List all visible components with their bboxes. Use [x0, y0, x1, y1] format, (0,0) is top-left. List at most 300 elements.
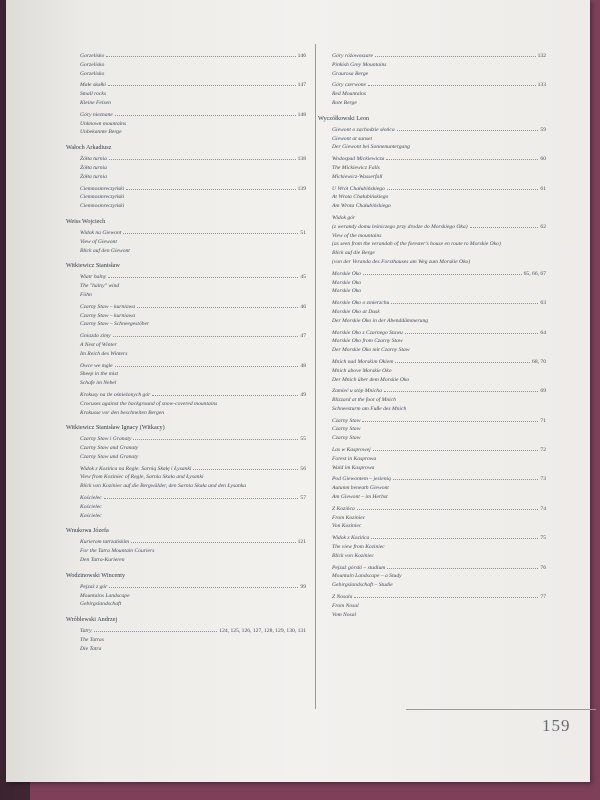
artwork-title: Morskie Oko from Czarny Staw: [332, 338, 403, 345]
artwork-entry: [332, 155, 548, 181]
artwork-title-line: [332, 405, 546, 414]
artwork-title: For the Tatra Mountain Couriers: [80, 548, 155, 555]
artwork-title-line: [332, 99, 546, 108]
artwork-title: Gorzelisko: [80, 53, 105, 59]
artwork-title: Morskie Oko: [332, 288, 362, 295]
artist-name: Witkiewicz Stanisław: [66, 262, 120, 270]
page-reference: 147: [297, 82, 306, 89]
artwork-title: Vom Nosal: [332, 611, 357, 618]
artwork-title: Żółta turnia: [80, 156, 107, 163]
page-reference: 71: [540, 417, 546, 424]
artwork-title-line: [332, 317, 546, 326]
page-reference: 132: [537, 53, 546, 59]
artwork-title: Kościelec: [80, 503, 102, 510]
artwork-title: Wald im Kasprowa: [332, 464, 375, 471]
artwork-title: View of Giewont: [80, 238, 117, 245]
artwork-title-line: [80, 229, 306, 238]
dot-leader: [357, 509, 539, 510]
artist-name: Witkiewicz Stanisław Ignacy (Witkacy): [66, 424, 165, 432]
artwork-entry: [332, 329, 548, 355]
artwork-title: Las w Kasprowej: [332, 447, 371, 454]
artwork-title-line: [80, 556, 306, 565]
artwork-title-line: [80, 273, 306, 282]
artwork-title-line: [80, 503, 306, 512]
artwork-entry: [332, 358, 548, 384]
artwork-title-line: [80, 332, 306, 341]
artwork-title: Blick auf die Berge: [332, 250, 375, 257]
artwork-title-line: [80, 391, 306, 400]
artwork-entry: [332, 126, 548, 152]
page-reference: 138: [297, 156, 306, 163]
page-reference: 55: [300, 436, 306, 443]
artwork-title-line: [332, 367, 546, 376]
artwork-title-line: [332, 164, 546, 173]
artwork-title: From Koziniec: [332, 514, 366, 521]
artwork-title-line: [80, 482, 306, 491]
page-reference: 146: [297, 53, 306, 59]
artwork-title-line: [332, 425, 546, 434]
artist-name: Wróblewski Andrzej: [66, 616, 118, 624]
artwork-title-line: [80, 409, 306, 418]
dot-leader: [109, 587, 298, 588]
artwork-title-line: [80, 320, 306, 329]
artwork-title-line: [332, 258, 546, 267]
artwork-title-line: [332, 346, 546, 355]
artwork-title: The Mickiewicz Falls: [332, 164, 380, 171]
page-reference: 69: [540, 388, 546, 395]
artwork-title-line: [80, 592, 306, 601]
dot-leader: [137, 307, 298, 308]
dot-leader: [94, 631, 218, 632]
artwork-title-line: [80, 627, 306, 636]
artwork-title: Im Reich des Winters: [80, 350, 128, 357]
artwork-entry: [332, 446, 548, 472]
artwork-title-line: [80, 90, 306, 99]
artwork-title: Czarny Staw and Granaty: [80, 445, 139, 452]
artwork-title: Czarny Staw i Granaty: [80, 436, 132, 443]
artwork-title-line: [332, 155, 546, 164]
artwork-title: Kościelec: [80, 512, 102, 519]
page-reference: 49: [300, 391, 306, 398]
artwork-title-line: [80, 52, 306, 61]
page-reference: 63: [540, 300, 546, 307]
artwork-title: Tatry: [80, 628, 92, 635]
artwork-title-line: [332, 396, 546, 405]
artwork-entry: [332, 505, 548, 531]
artwork-title: Graurosa Berge: [332, 70, 369, 77]
artwork-title-line: [332, 223, 546, 232]
artwork-title-line: [332, 493, 546, 502]
artwork-title: Gebirgslandschaft: [80, 601, 122, 608]
artwork-title: (von der Veranda des Forsthauses am Weg zum Morskie Oko): [332, 258, 471, 265]
artwork-title: Małe skałki: [80, 82, 106, 89]
artwork-title: Pejzaż górski – studium: [332, 564, 386, 571]
page-reference: 75: [540, 535, 546, 542]
artwork-title-line: [80, 247, 306, 256]
artwork-title: Pod Giewontem – jesienią: [332, 476, 391, 483]
page-reference: 60: [540, 156, 546, 163]
dot-leader: [152, 395, 298, 396]
page-reference: 121: [297, 539, 306, 546]
artwork-title: The view from Koziniec: [332, 544, 385, 551]
artwork-title-line: [332, 202, 546, 211]
artist-name: Weiss Wojciech: [66, 217, 106, 225]
artwork-title: Owce we mgle: [80, 362, 113, 369]
artwork-entry: [80, 81, 306, 107]
artwork-title: Zamieć u stóp Mnicha: [332, 388, 382, 395]
page-reference: 124, 125, 126, 127, 128, 129, 130, 131: [219, 628, 306, 635]
artwork-title-line: [332, 522, 546, 531]
artwork-title: Unbekannte Berge: [80, 129, 122, 136]
dot-leader: [362, 421, 538, 422]
artwork-entry: [332, 52, 548, 78]
page-reference: 51: [300, 229, 306, 236]
dot-leader: [393, 479, 539, 480]
artwork-title-line: [80, 370, 306, 379]
dot-leader: [109, 159, 296, 160]
artwork-title: Kurierom tatrzańskim: [80, 539, 130, 546]
dot-leader: [375, 56, 536, 57]
artwork-title-line: [332, 564, 546, 573]
artwork-title-line: [332, 270, 546, 279]
index-column-left: [66, 52, 306, 657]
artwork-title-line: [80, 185, 306, 194]
artwork-title: Crocuses against the background of snow-covered mountains: [80, 400, 218, 407]
artwork-title: Widok z Kozińca na Regle. Sarnią Skałę i Łysanki: [80, 465, 192, 472]
page-reference: 148: [297, 111, 306, 118]
artwork-title-line: [332, 299, 546, 308]
dot-leader: [354, 597, 538, 598]
page-reference: 77: [540, 594, 546, 601]
artwork-title-line: [80, 193, 306, 202]
artwork-title-line: [332, 249, 546, 258]
page-reference: 68, 70: [532, 358, 546, 365]
artwork-entry: [332, 534, 548, 560]
artwork-title: Morskie Oko: [332, 270, 362, 277]
artwork-title: Czarny Staw: [332, 426, 361, 433]
artwork-title-line: [332, 70, 546, 79]
artwork-title: Czarny Staw – kurniawa: [80, 312, 136, 319]
dot-leader: [386, 159, 538, 160]
artwork-entry: [332, 185, 548, 211]
artwork-title: Schafe im Nebel: [80, 380, 117, 387]
page-reference: 56: [300, 465, 306, 472]
artwork-title: Wodospad Mickiewicza: [332, 156, 385, 163]
artwork-title: Góry czerwone: [332, 82, 367, 89]
artwork-entry: [80, 538, 306, 564]
artwork-title-line: [332, 543, 546, 552]
artwork-title-line: [80, 341, 306, 350]
artwork-title: Morskie Oko: [332, 279, 362, 286]
dot-leader: [384, 391, 539, 392]
artwork-title-line: [332, 484, 546, 493]
artwork-title: Mountains Landscape: [80, 592, 130, 599]
artwork-title: Góry nieznane: [80, 111, 113, 118]
artwork-title: Pejzaż z gór: [80, 583, 108, 590]
artwork-title-line: [80, 350, 306, 359]
artwork-title: Żółta turnia: [80, 173, 107, 180]
artwork-title-line: [332, 464, 546, 473]
artwork-title-line: [332, 455, 546, 464]
artwork-entry: [332, 214, 548, 267]
artwork-title-line: [80, 61, 306, 70]
artwork-title: Wiatr halny: [80, 274, 107, 281]
artwork-title: Z Kozińca: [332, 505, 355, 512]
artwork-title: Pinkish Grey Mountains: [332, 61, 387, 68]
dot-leader: [387, 568, 538, 569]
index-column-right: [318, 52, 548, 622]
artwork-title-line: [80, 312, 306, 321]
artwork-title-line: [80, 494, 306, 503]
dot-leader: [133, 439, 298, 440]
artwork-entry: [80, 185, 306, 211]
artwork-title-line: [332, 602, 546, 611]
artwork-title: U Wrót Chałubińskiego: [332, 185, 385, 192]
artwork-title-line: [80, 81, 306, 90]
artwork-title-line: [80, 362, 306, 371]
dot-leader: [193, 469, 298, 470]
artwork-title: Blick von Koziniec auf die Bergwälder, den Sarnia Skała und den Łysanka: [80, 483, 247, 490]
artwork-entry: [80, 435, 306, 461]
artwork-title: Kościelec: [80, 495, 102, 502]
page-reference: 46: [300, 303, 306, 310]
artwork-title-line: [332, 611, 546, 620]
artwork-title: Gorzelisko: [80, 61, 105, 68]
page-reference: 62: [540, 223, 546, 230]
artwork-title-line: [80, 164, 306, 173]
artwork-title: Small rocks: [80, 91, 107, 98]
artwork-title: Czarny Staw: [332, 435, 361, 442]
artwork-title-line: [80, 303, 306, 312]
page-reference: 139: [297, 185, 306, 192]
artwork-title: Widok gór: [332, 214, 356, 221]
page-reference: 48: [300, 362, 306, 369]
artwork-title: Czarny Staw – Schneegestöber: [80, 321, 150, 328]
artwork-title: Der Mnich über dem Morskie Oko: [332, 376, 410, 383]
artwork-entry: [80, 111, 306, 137]
artwork-title: Giewont at sunset: [332, 135, 373, 142]
artwork-title: View of the mountains: [332, 232, 382, 239]
artwork-title: A Nest of Winter: [80, 341, 117, 348]
artwork-title: Gorzelisko: [80, 70, 105, 77]
dot-leader: [108, 277, 298, 278]
artwork-title-line: [332, 308, 546, 317]
artwork-title: Den Tatra-Kurieren: [80, 557, 125, 564]
artwork-title-line: [80, 400, 306, 409]
artist-name: Wnukowa Józefa: [66, 527, 109, 535]
artwork-title-line: [80, 99, 306, 108]
column-divider: [315, 44, 316, 709]
artwork-title: (z werandy domu leśniczego przy drodze do Morskiego Oka): [332, 223, 468, 230]
artwork-entry: [80, 465, 306, 491]
artwork-title: Morskie Oko at Dusk: [332, 308, 380, 315]
dot-leader: [371, 538, 538, 539]
artwork-entry: [80, 229, 306, 255]
artwork-title: Czarny Staw: [332, 417, 361, 424]
artwork-title-line: [80, 379, 306, 388]
artwork-title-line: [332, 126, 546, 135]
page-reference: 64: [540, 329, 546, 336]
artwork-title-line: [80, 600, 306, 609]
artwork-title-line: [332, 593, 546, 602]
artwork-title: Am Wrota Chałubińskiego: [332, 203, 391, 210]
artist-name: Wodzinowski Wincenty: [66, 571, 126, 579]
dot-leader: [106, 56, 295, 57]
artwork-title: Ciemnosmreczyński: [80, 194, 125, 201]
artwork-title-line: [332, 81, 546, 90]
artwork-title: Gniazdo zimy: [80, 333, 111, 340]
artist-name: Wałoch Arkadiusz: [66, 144, 112, 152]
artwork-title-line: [332, 52, 546, 61]
dot-leader: [126, 189, 295, 190]
artwork-title: Krokusse vor den beschneiten Bergen: [80, 409, 165, 416]
artwork-title-line: [332, 434, 546, 443]
footer-rule: [406, 709, 596, 710]
artwork-title-line: [332, 232, 546, 241]
artist-name: Wyczółkowski Leon: [318, 114, 370, 122]
artwork-title: Der Morskie Oko in der Abenddämmerung: [332, 317, 429, 324]
artwork-entry: [80, 155, 306, 181]
artwork-title-line: [80, 645, 306, 654]
artwork-title-line: [332, 135, 546, 144]
artwork-title: Unknown mountains: [80, 120, 127, 127]
artwork-title: Czarny Staw – kurniawa: [80, 303, 136, 310]
artwork-title-line: [332, 61, 546, 70]
artwork-title-line: [332, 572, 546, 581]
artwork-title-line: [332, 387, 546, 396]
artwork-title-line: [80, 238, 306, 247]
artwork-title-line: [332, 240, 546, 249]
artwork-title-line: [332, 376, 546, 385]
artwork-title: From Nosal: [332, 602, 359, 609]
dot-leader: [131, 542, 296, 543]
page-reference: 65, 66, 67: [523, 270, 546, 277]
artwork-title-line: [80, 128, 306, 137]
artwork-title: Rote Berge: [332, 99, 357, 106]
artwork-title: Góry różowoszare: [332, 53, 373, 59]
page-reference: 61: [540, 185, 546, 192]
dot-leader: [395, 362, 530, 363]
artwork-title-line: [332, 581, 546, 590]
artwork-title-line: [332, 446, 546, 455]
artwork-title: Krokusy na tle ośnieżonych gór: [80, 391, 151, 398]
artwork-title: Morskie Oko o zmierzchu: [332, 300, 390, 307]
dot-leader: [373, 450, 539, 451]
page-reference: 72: [540, 447, 546, 454]
artwork-title-line: [332, 279, 546, 288]
artwork-title: Von Koziniec: [332, 523, 362, 530]
dot-leader: [104, 498, 299, 499]
page-reference: 73: [540, 476, 546, 483]
artwork-title: Kleine Felsen: [80, 99, 111, 106]
artwork-title-line: [80, 547, 306, 556]
dot-leader: [397, 130, 539, 131]
artwork-title: Ciemnosmreczyński: [80, 203, 125, 210]
artwork-title: Mountain Landscape – a Study: [332, 573, 402, 580]
artwork-title: Ciemnosmreczyński: [80, 185, 125, 192]
dot-leader: [363, 274, 522, 275]
artwork-entry: [80, 583, 306, 609]
artwork-title-line: [80, 120, 306, 129]
artwork-title-line: [80, 111, 306, 120]
artwork-title-line: [332, 329, 546, 338]
artwork-title: Żółta turnia: [80, 164, 107, 171]
artwork-title-line: [332, 185, 546, 194]
dot-leader: [108, 85, 296, 86]
dot-leader: [405, 333, 539, 334]
artwork-title: Der Morskie Oko mit Czarny Staw: [332, 347, 410, 354]
page-reference: 133: [537, 82, 546, 89]
artwork-title-line: [332, 173, 546, 182]
artwork-entry: [332, 81, 548, 107]
page-reference: 99: [300, 583, 306, 590]
artwork-entry: [332, 299, 548, 325]
artwork-title-line: [80, 282, 306, 291]
dot-leader: [391, 303, 538, 304]
artwork-entry: [332, 387, 548, 413]
artwork-title: Schneesturm am Fuße des Mnich: [332, 405, 407, 412]
artwork-title: Mickiewicz-Wasserfall: [332, 173, 383, 180]
dot-leader: [113, 336, 299, 337]
artwork-title-line: [80, 444, 306, 453]
artwork-title: Autumn beneath Giewont: [332, 485, 389, 492]
artwork-title-line: [332, 143, 546, 152]
artwork-title: Sheep in the mist: [80, 371, 119, 378]
artwork-title: Red Mountains: [332, 91, 367, 98]
artwork-entry: [332, 475, 548, 501]
artwork-title-line: [80, 155, 306, 164]
artwork-title-line: [332, 193, 546, 202]
artwork-title-line: [332, 214, 546, 223]
artwork-entry: [332, 417, 548, 443]
artwork-title-line: [332, 358, 546, 367]
artwork-title-line: [80, 473, 306, 482]
dot-leader: [470, 227, 539, 228]
artwork-title: Blick auf den Giewont: [80, 247, 130, 254]
artwork-title-line: [332, 552, 546, 561]
dot-leader: [115, 115, 296, 116]
artwork-title-line: [332, 90, 546, 99]
artwork-title: (as seen from the verandah of the forester's house en route to Morskie Oko): [332, 241, 501, 248]
artwork-title: At Wrota Chałubińskiego: [332, 194, 389, 201]
artwork-title-line: [80, 465, 306, 474]
dot-leader: [123, 233, 298, 234]
artwork-title: Giewont o zachodzie słońca: [332, 126, 395, 133]
artwork-title-line: [80, 173, 306, 182]
artwork-title-line: [332, 287, 546, 296]
book-page: [6, 0, 590, 782]
page-reference: 76: [540, 564, 546, 571]
page-number: 159: [542, 716, 571, 735]
artwork-title: Am Giewont – im Herbst: [332, 494, 388, 501]
artwork-title-line: [80, 583, 306, 592]
artwork-entry: [332, 270, 548, 296]
artwork-entry: [80, 303, 306, 329]
artwork-entry: [80, 391, 306, 417]
artwork-title-line: [80, 453, 306, 462]
artwork-title: Z Nosala: [332, 594, 353, 601]
page-reference: 57: [300, 495, 306, 502]
artwork-title-line: [332, 534, 546, 543]
artwork-title-line: [80, 636, 306, 645]
artwork-entry: [80, 362, 306, 388]
artwork-title: The Tatras: [80, 637, 104, 644]
artwork-title: Blizzard at the foot of Mnich: [332, 397, 396, 404]
artwork-title: Morskie Oko z Czarnego Stawu: [332, 329, 403, 336]
artwork-title-line: [80, 512, 306, 521]
artwork-title-line: [332, 505, 546, 514]
artwork-title: Föhn: [80, 291, 92, 298]
